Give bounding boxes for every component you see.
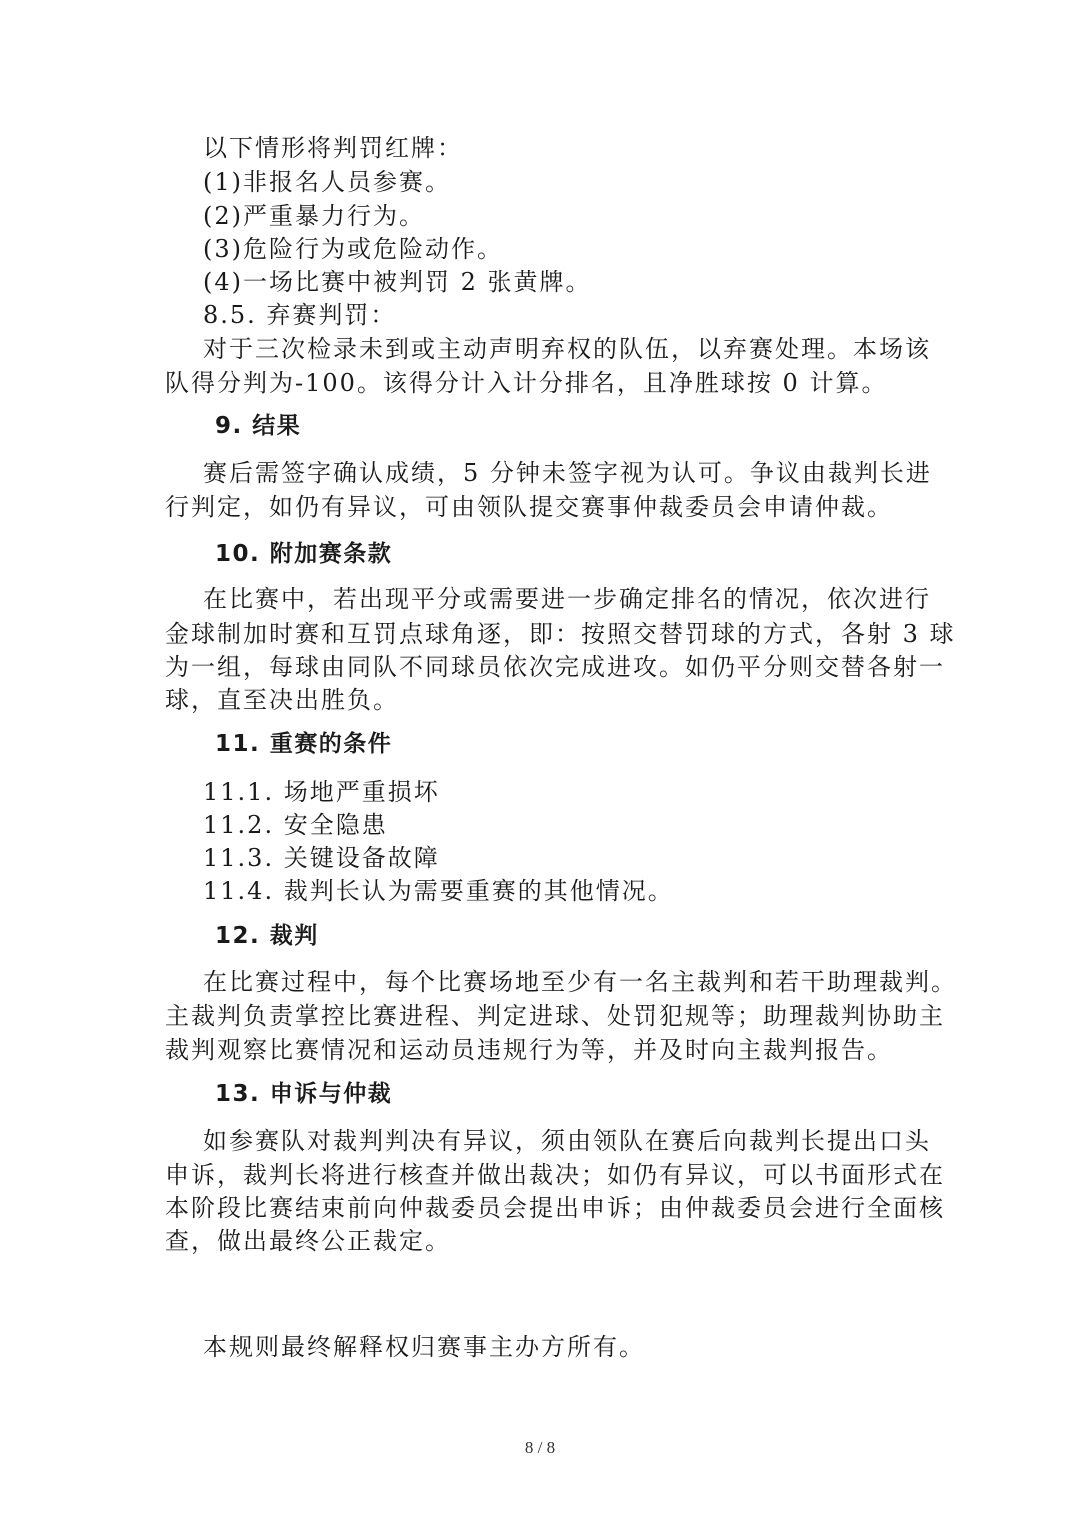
section-10-line-1: 在比赛中，若出现平分或需要进一步确定排名的情况，依次进行 [203,585,931,613]
red-card-item-3: (3)危险行为或危险动作。 [203,235,503,263]
section-12-line-2: 主裁判负责掌控比赛进程、判定进球、处罚犯规等；助理裁判协助主 [165,1002,945,1030]
forfeit-heading: 8.5. 弃赛判罚： [203,301,397,329]
section-13-line-2: 申诉，裁判长将进行核查并做出裁决；如仍有异议，可以书面形式在 [165,1161,945,1189]
forfeit-line-1: 对于三次检录未到或主动声明弃权的队伍，以弃赛处理。本场该 [203,335,931,363]
section-9-line-1: 赛后需签字确认成绩，5 分钟未签字视为认可。争议由裁判长进 [203,459,932,487]
section-11-item-1: 11.1. 场地严重损坏 [203,778,440,806]
section-13-heading: 13. 申诉与仲裁 [215,1081,393,1107]
section-10-line-4: 球，直至决出胜负。 [165,686,399,714]
closing-statement: 本规则最终解释权归赛事主办方所有。 [203,1333,645,1361]
section-13-line-4: 查，做出最终公正裁定。 [165,1227,451,1255]
section-9-heading: 9. 结果 [215,413,302,439]
section-10-line-3: 为一组，每球由同队不同球员依次完成进攻。如仍平分则交替各射一 [165,653,945,681]
section-11-item-4: 11.4. 裁判长认为需要重赛的其他情况。 [203,877,674,905]
forfeit-line-2: 队得分判为-100。该得分计入计分排名，且净胜球按 0 计算。 [165,369,888,397]
section-10-heading: 10. 附加赛条款 [215,541,393,567]
section-12-line-3: 裁判观察比赛情况和运动员违规行为等，并及时向主裁判报告。 [165,1036,893,1064]
red-card-item-1: (1)非报名人员参赛。 [203,168,451,196]
red-card-item-4: (4)一场比赛中被判罚 2 张黄牌。 [203,268,592,296]
section-13-line-3: 本阶段比赛结束前向仲裁委员会提出申诉；由仲裁委员会进行全面核 [165,1194,945,1222]
section-9-line-2: 行判定，如仍有异议，可由领队提交赛事仲裁委员会申请仲裁。 [165,493,893,521]
section-12-line-1: 在比赛过程中，每个比赛场地至少有一名主裁判和若干助理裁判。 [203,968,957,996]
section-10-line-2: 金球制加时赛和互罚点球角逐，即：按照交替罚球的方式，各射 3 球 [165,620,956,648]
body-text [165,0,957,1420]
section-11-item-2: 11.2. 安全隐患 [203,811,388,839]
page-number: 8 / 8 [524,1438,556,1457]
section-11-item-3: 11.3. 关键设备故障 [203,844,440,872]
section-11-heading: 11. 重赛的条件 [215,731,393,757]
section-13-line-1: 如参赛队对裁判判决有异议，须由领队在赛后向裁判长提出口头 [203,1127,931,1155]
red-card-intro: 以下情形将判罚红牌： [203,134,463,162]
red-card-item-2: (2)严重暴力行为。 [203,202,425,230]
section-12-heading: 12. 裁判 [215,923,319,949]
